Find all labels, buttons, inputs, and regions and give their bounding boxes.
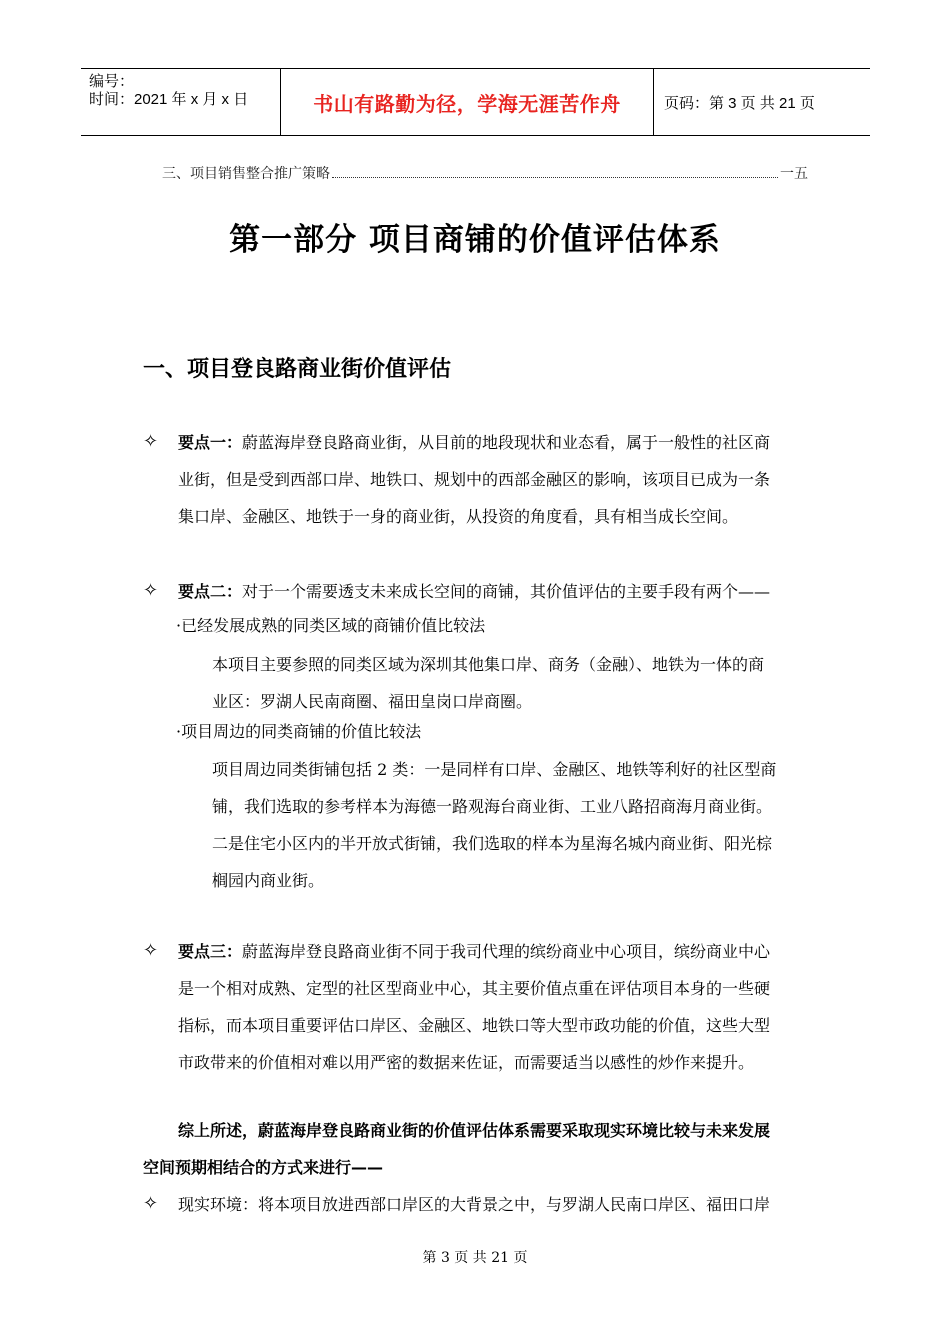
subsection-line: 二是住宅小区内的半开放式街铺，我们选取的样本为星海名城内商业街、阳光棕 — [212, 834, 773, 853]
point1-line: 集口岸、金融区、地铁于一身的商业街，从投资的角度看，具有相当成长空间。 — [178, 507, 739, 526]
point3-label: 要点三： — [178, 942, 243, 961]
bullet-point-icon: ✧ — [143, 431, 159, 452]
toc-entry — [162, 163, 808, 183]
point1-paragraph — [178, 424, 770, 535]
bullet-point-icon: ✧ — [143, 580, 159, 601]
header-left-cell — [81, 69, 281, 135]
header-right-cell — [654, 69, 870, 135]
point1-line: 业街，但是受到西部口岸、地铁口、规划中的西部金融区的影响，该项目已成为一条 — [178, 470, 771, 489]
toc-entry-page: 一五 — [780, 166, 808, 182]
bullet-point-icon: ✧ — [143, 1193, 159, 1214]
header-middle-cell — [281, 69, 654, 135]
subsection-title: ·项目周边的同类商铺的价值比较法 — [176, 722, 422, 741]
point3-paragraph — [178, 933, 770, 1081]
bullet-point-icon: ✧ — [143, 940, 159, 961]
summary-paragraph — [143, 1112, 808, 1186]
point2-subsection1 — [176, 609, 485, 642]
subsection-line: 项目周边同类街铺包括 2 类：一是同样有口岸、金融区、地铁等利好的社区型商 — [212, 760, 777, 779]
point2-line: 对于一个需要透支未来成长空间的商铺，其价值评估的主要手段有两个—— — [242, 582, 771, 601]
toc-leader-dots — [332, 177, 778, 178]
document-number-label: 编号： — [89, 73, 135, 90]
point2-subsection1-body — [212, 646, 764, 720]
subsection-line: 榈园内商业街。 — [212, 871, 325, 890]
subsection-line: 本项目主要参照的同类区域为深圳其他集口岸、商务（金融）、地铁为一体的商 — [212, 655, 765, 674]
point4-line: 现实环境：将本项目放进西部口岸区的大背景之中，与罗湖人民南口岸区、福田口岸 — [178, 1195, 771, 1214]
point1-label: 要点一： — [178, 433, 243, 452]
page-footer: 第 3 页 共 21 页 — [422, 1250, 528, 1266]
section-heading: 一、项目登良路商业街价值评估 — [143, 357, 452, 382]
subsection-line: 业区：罗湖人民南商圈、福田皇岗口岸商圈。 — [212, 692, 533, 711]
point2-subsection2-body — [212, 751, 776, 899]
point1-line: 蔚蓝海岸登良路商业街，从目前的地段现状和业态看，属于一般性的社区商 — [242, 433, 771, 452]
header-page-info: 页码：第 3 页 共 21 页 — [664, 94, 815, 112]
subsection-line: 铺，我们选取的参考样本为海德一路观海台商业街、工业八路招商海月商业街。 — [212, 797, 773, 816]
subsection-title: ·已经发展成熟的同类区域的商铺价值比较法 — [176, 616, 486, 635]
point3-line: 指标，而本项目重要评估口岸区、金融区、地铁口等大型市政功能的价值，这些大型 — [178, 1016, 771, 1035]
point4-paragraph — [178, 1186, 770, 1223]
header-table — [81, 68, 870, 136]
toc-entry-title: 三、项目销售整合推广策略 — [162, 166, 330, 182]
header-motto: 书山有路勤为径，学海无涯苦作舟 — [313, 91, 621, 116]
point3-line: 是一个相对成熟、定型的社区型商业中心，其主要价值点重在评估项目本身的一些硬 — [178, 979, 771, 998]
point2-label: 要点二： — [178, 582, 243, 601]
point2-paragraph — [178, 573, 770, 610]
document-time-label: 时间：2021 年 x 月 x 日 — [89, 91, 249, 108]
summary-line: 空间预期相结合的方式来进行—— — [143, 1158, 384, 1177]
point3-line: 蔚蓝海岸登良路商业街不同于我司代理的缤纷商业中心项目，缤纷商业中心 — [242, 942, 771, 961]
part-title: 第一部分 项目商铺的价值评估体系 — [229, 222, 721, 258]
point2-subsection2 — [176, 715, 421, 748]
point3-line: 市政带来的价值相对难以用严密的数据来佐证，而需要适当以感性的炒作来提升。 — [178, 1053, 755, 1072]
summary-line: 综上所述，蔚蓝海岸登良路商业街的价值评估体系需要采取现实环境比较与未来发展 — [178, 1121, 771, 1140]
